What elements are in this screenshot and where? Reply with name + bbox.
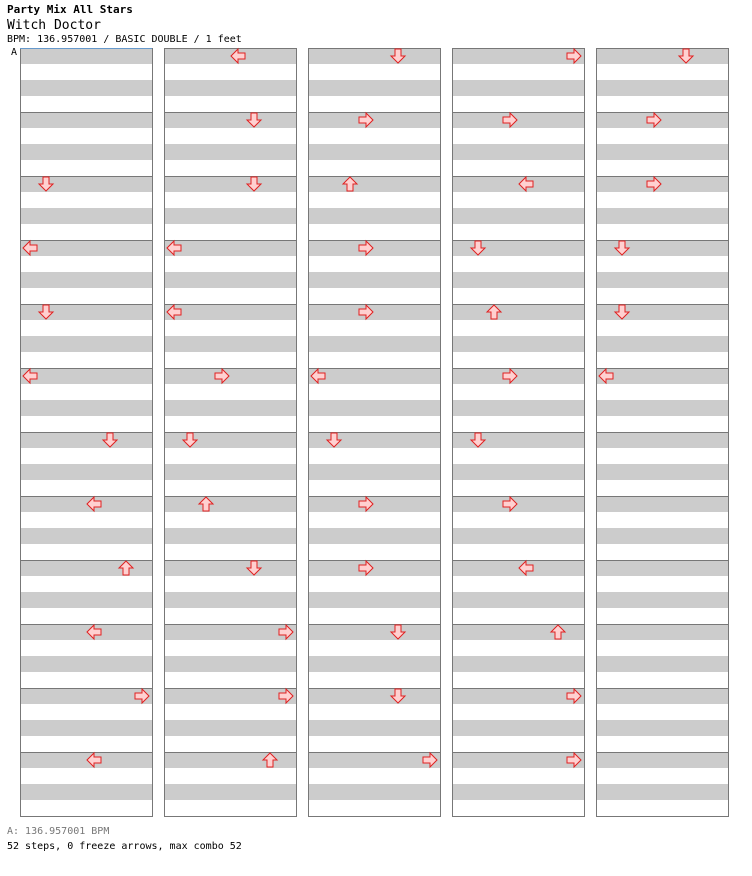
beat-band	[452, 80, 584, 96]
beat-band	[164, 144, 296, 160]
beat-band	[308, 304, 440, 320]
beat-band	[308, 592, 440, 608]
beat-band	[452, 496, 584, 512]
beat-band	[452, 272, 584, 288]
beat-band	[164, 336, 296, 352]
beat-band	[20, 400, 152, 416]
beat-band	[308, 656, 440, 672]
beat-band	[20, 368, 152, 384]
beat-band	[164, 784, 296, 800]
beat-band	[596, 592, 728, 608]
beat-band	[452, 144, 584, 160]
beat-band	[164, 560, 296, 576]
beat-band	[164, 528, 296, 544]
step-stats: 52 steps, 0 freeze arrows, max combo 52	[7, 841, 242, 852]
beat-band	[164, 368, 296, 384]
beat-band	[20, 624, 152, 640]
beat-band	[308, 176, 440, 192]
chart-footer	[7, 824, 242, 854]
beat-band	[308, 240, 440, 256]
beat-band	[452, 112, 584, 128]
beat-band	[596, 560, 728, 576]
beat-band	[164, 304, 296, 320]
beat-band	[596, 784, 728, 800]
beat-band	[596, 464, 728, 480]
beat-band	[596, 528, 728, 544]
beat-band	[596, 208, 728, 224]
beat-band	[164, 112, 296, 128]
beat-band	[308, 464, 440, 480]
beat-band	[596, 496, 728, 512]
album-title: Party Mix All Stars	[7, 3, 133, 16]
beat-band	[452, 752, 584, 768]
beat-band	[596, 752, 728, 768]
beat-band	[452, 400, 584, 416]
beat-band	[452, 720, 584, 736]
beat-band	[164, 496, 296, 512]
beat-band	[452, 592, 584, 608]
beat-band	[308, 144, 440, 160]
beat-band	[452, 784, 584, 800]
beat-band	[452, 528, 584, 544]
beat-band	[164, 400, 296, 416]
chart-column	[452, 48, 585, 817]
beat-band	[308, 48, 440, 64]
beat-band	[20, 496, 152, 512]
beat-band	[20, 80, 152, 96]
beat-band	[308, 208, 440, 224]
chart-column	[164, 48, 297, 817]
beat-band	[308, 528, 440, 544]
beat-band	[452, 368, 584, 384]
beat-band	[596, 336, 728, 352]
beat-band	[596, 720, 728, 736]
beat-band	[452, 656, 584, 672]
beat-band	[20, 432, 152, 448]
beat-band	[164, 176, 296, 192]
beat-band	[452, 208, 584, 224]
beat-band	[20, 336, 152, 352]
beat-band	[308, 688, 440, 704]
beat-band	[20, 240, 152, 256]
beat-band	[596, 688, 728, 704]
beat-band	[20, 144, 152, 160]
beat-band	[20, 720, 152, 736]
beat-band	[20, 464, 152, 480]
beat-band	[452, 48, 584, 64]
beat-band	[308, 336, 440, 352]
beat-band	[308, 400, 440, 416]
beat-band	[596, 656, 728, 672]
chart-column	[596, 48, 729, 817]
beat-band	[452, 176, 584, 192]
bpm-summary: A: 136.957001 BPM	[7, 826, 110, 837]
beat-band	[20, 784, 152, 800]
beat-band	[20, 656, 152, 672]
beat-band	[164, 240, 296, 256]
beat-band	[452, 336, 584, 352]
beat-band	[164, 80, 296, 96]
beat-band	[308, 112, 440, 128]
beat-band	[596, 144, 728, 160]
beat-band	[308, 784, 440, 800]
beat-band	[596, 48, 728, 64]
beat-band	[164, 656, 296, 672]
beat-band	[596, 624, 728, 640]
beat-band	[20, 688, 152, 704]
beat-band	[20, 592, 152, 608]
section-marker: A	[11, 47, 18, 58]
beat-band	[164, 720, 296, 736]
beat-band	[596, 368, 728, 384]
beat-band	[20, 112, 152, 128]
beat-band	[596, 80, 728, 96]
beat-band	[20, 528, 152, 544]
beat-band	[452, 688, 584, 704]
chart-column	[20, 48, 153, 817]
beat-band	[164, 208, 296, 224]
beat-band	[308, 368, 440, 384]
beat-band	[452, 560, 584, 576]
beat-band	[308, 272, 440, 288]
beat-band	[452, 304, 584, 320]
beat-band	[164, 688, 296, 704]
beat-band	[164, 272, 296, 288]
beat-band	[596, 400, 728, 416]
beat-band	[308, 560, 440, 576]
beat-band	[20, 48, 152, 64]
beat-band	[596, 176, 728, 192]
chart-info: BPM: 136.957001 / BASIC DOUBLE / 1 feet	[7, 34, 242, 45]
beat-band	[164, 592, 296, 608]
beat-band	[20, 752, 152, 768]
beat-band	[164, 624, 296, 640]
beat-band	[452, 464, 584, 480]
beat-band	[164, 48, 296, 64]
chart-column	[308, 48, 441, 817]
beat-band	[164, 464, 296, 480]
beat-band	[20, 272, 152, 288]
beat-band	[308, 624, 440, 640]
beat-band	[308, 80, 440, 96]
beat-band	[20, 208, 152, 224]
beat-band	[308, 496, 440, 512]
beat-band	[596, 272, 728, 288]
beat-band	[596, 432, 728, 448]
beat-band	[596, 112, 728, 128]
beat-band	[308, 752, 440, 768]
beat-band	[308, 720, 440, 736]
song-title: Witch Doctor	[7, 18, 101, 33]
